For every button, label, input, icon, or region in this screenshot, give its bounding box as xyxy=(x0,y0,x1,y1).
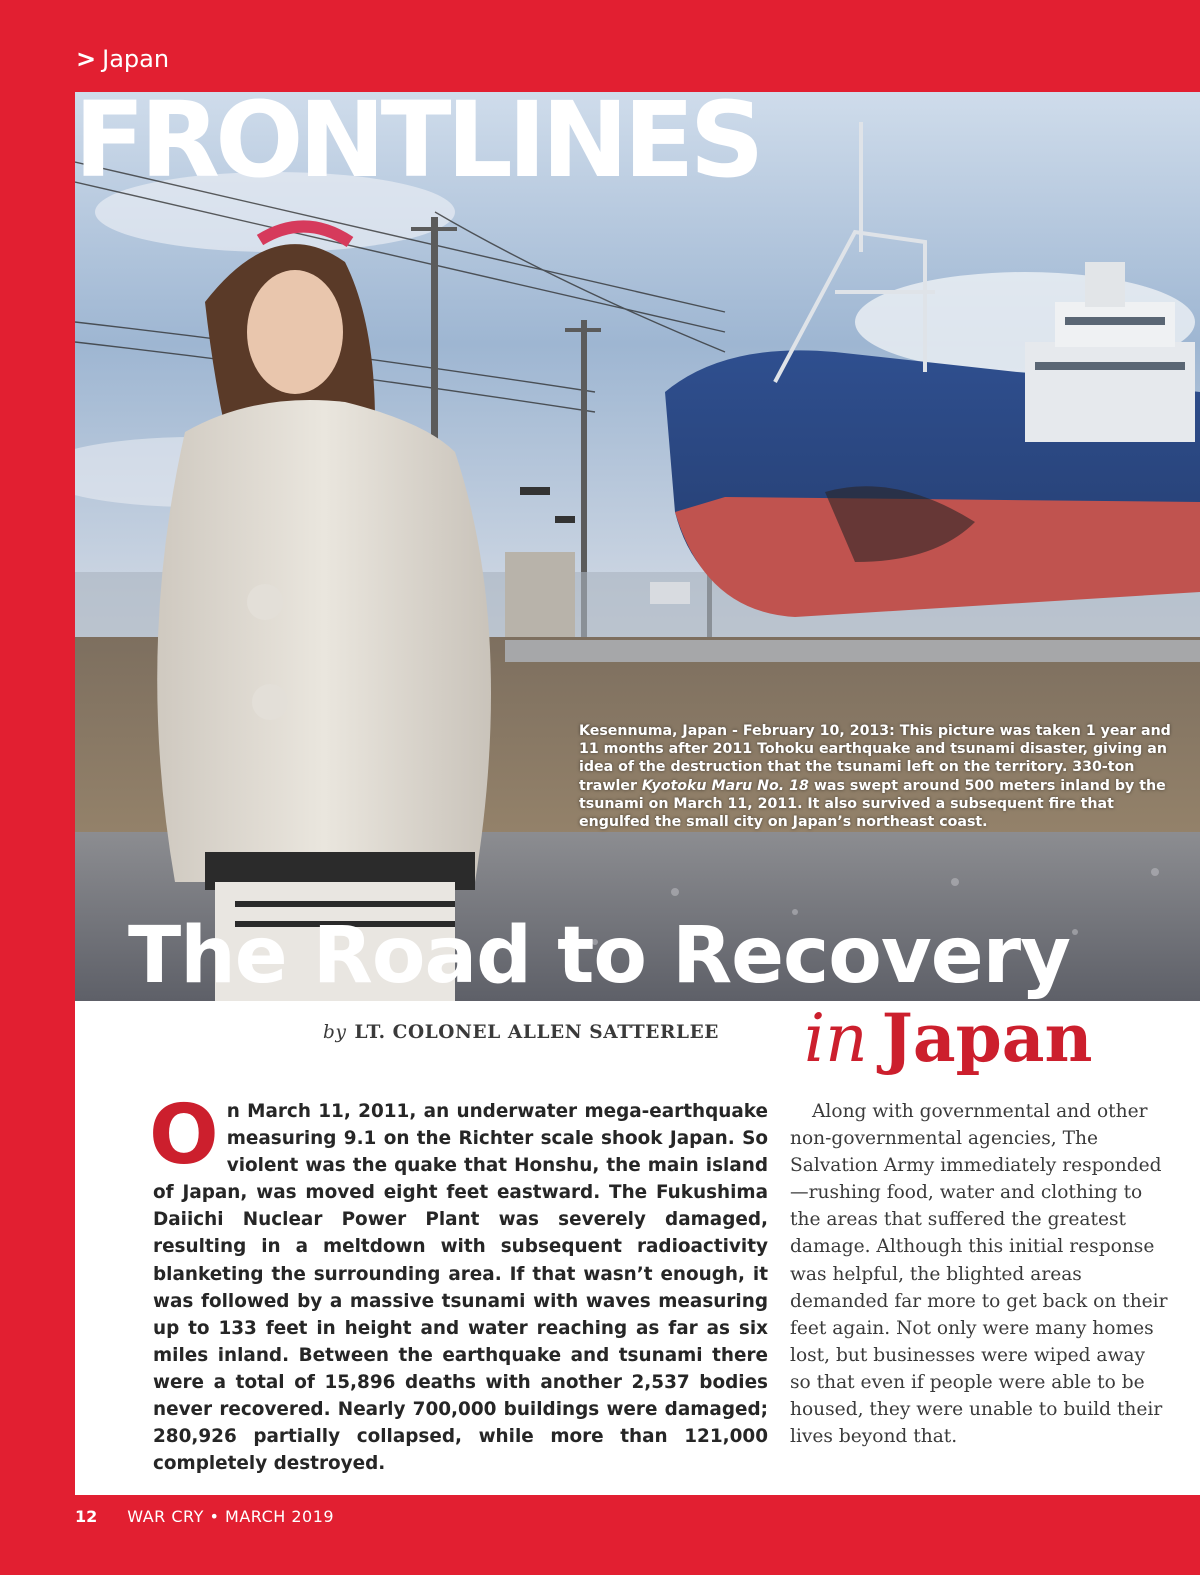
lead-paragraph xyxy=(149,1088,768,1477)
publication-line: WAR CRY • MARCH 2019 xyxy=(127,1507,335,1526)
headline-in: in xyxy=(804,1000,868,1077)
byline-author: LT. COLONEL ALLEN SATTERLEE xyxy=(354,1022,719,1043)
caption-text: Kesennuma, Japan - February 10, 2013: This picture was taken 1 year and 11 months after 2011 Tohoku earthquake and tsunami disaster, giving an idea of the destruction that the tsunami left on the territory. 330-ton trawler xyxy=(579,723,1171,794)
body-paragraph xyxy=(790,1098,1170,1450)
section-tag xyxy=(76,44,169,74)
article-headline-place xyxy=(804,996,1093,1081)
section-label: Japan xyxy=(102,45,170,73)
page-number: 12 xyxy=(75,1507,98,1526)
byline xyxy=(323,1019,719,1047)
page-title: FRONTLINES xyxy=(74,79,760,201)
hero-photo xyxy=(75,92,1200,1001)
lead-text: n March 11, 2011, an underwater mega-earthquake measuring 9.1 on the Richter scale shook Japan. So violent was the quake that Honshu, the main island of Japan, was moved eight feet eastward. The Fukushima Daiichi Nuclear Power Plant was severely damaged, resulting in a meltdown with subsequent radioactivity blanketing the surrounding area. If that wasn’t enough, it was followed by a massive tsunami with waves measuring up to 133 feet in height and water reaching as far as six miles inland. Between the earthquake and tsunami there were a total of 15,896 deaths with another 2,537 bodies never recovered. Nearly 700,000 buildings were damaged; 280,926 partially collapsed, while more than 121,000 completely destroyed. xyxy=(153,1101,768,1475)
byline-by: by xyxy=(323,1022,347,1043)
caption-ship-name: Kyotoku Maru No. 18 xyxy=(641,777,809,794)
page-footer xyxy=(75,1507,334,1527)
body-text: Along with governmental and other non-governmental agencies, The Salvation Army immediately responded—rushing food, water and clothing to the areas that suffered the greatest damage. Although this initial response was helpful, the blighted areas demanded far more to get back on their feet again. Not only were many homes lost, but businesses were wiped away so that even if people were able to be housed, they were unable to build their lives beyond that. xyxy=(790,1101,1168,1448)
article-headline: The Road to Recovery xyxy=(128,911,1070,1001)
photo-caption xyxy=(579,722,1179,831)
drop-cap: O xyxy=(149,1088,219,1183)
photo-illustration xyxy=(75,92,1200,1001)
chevron-right-icon: > xyxy=(76,45,97,73)
headline-japan: Japan xyxy=(881,999,1093,1077)
caption-text-end: was swept around 500 meters inland by the tsunami on March 11, 2011. It also survived a subsequent fire that engulfed the small city on Japan’s northeast coast. xyxy=(579,777,1166,831)
